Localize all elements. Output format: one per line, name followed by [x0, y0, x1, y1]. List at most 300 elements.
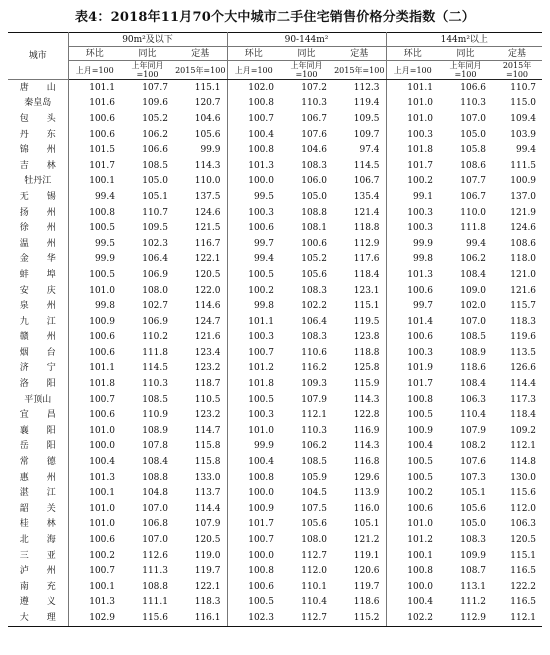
index-value-cell: 108.5: [460, 332, 487, 343]
city-name-cell: 蚌 埠: [8, 267, 68, 283]
index-value-cell: 108.2: [460, 441, 487, 452]
index-value-cell: 108.3: [301, 332, 327, 343]
table-row: [8, 111, 542, 127]
col-label-base: 定基: [492, 47, 542, 61]
index-value-cell: 121.6: [510, 285, 537, 296]
index-value-cell: 119.5: [333, 314, 386, 330]
base-label-mom: 上月=100: [68, 61, 121, 80]
table-row: [8, 407, 542, 423]
index-value-cell: 100.4: [89, 457, 115, 468]
index-value-cell: 100.2: [89, 550, 115, 561]
index-value-cell: 107.7: [460, 176, 487, 187]
city-name-cell: 丹 东: [8, 127, 68, 143]
base-label-base: 2015年=100: [492, 61, 542, 80]
index-value-cell: 108.4: [460, 269, 487, 280]
index-value-cell: 101.5: [89, 145, 115, 156]
index-value-cell: 100.2: [407, 488, 434, 499]
table-row: [8, 532, 542, 548]
index-value-cell: 116.8: [333, 454, 386, 470]
index-value-cell: 115.8: [174, 454, 227, 470]
index-value-cell: 110.1: [301, 581, 327, 592]
index-value-cell: 121.4: [333, 205, 386, 221]
col-label-mom: 环比: [386, 47, 439, 61]
index-value-cell: 114.3: [333, 392, 386, 408]
table-row: [8, 439, 542, 455]
index-value-cell: 107.9: [174, 517, 227, 533]
index-value-cell: 101.0: [407, 98, 434, 109]
index-value-cell: 97.4: [333, 142, 386, 158]
index-value-cell: 100.0: [248, 550, 274, 561]
index-value-cell: 113.5: [510, 347, 537, 358]
index-value-cell: 100.7: [248, 347, 274, 358]
index-value-cell: 101.4: [407, 316, 434, 327]
index-value-cell: 118.7: [174, 376, 227, 392]
index-value-cell: 116.5: [510, 566, 537, 577]
index-value-cell: 101.0: [89, 285, 115, 296]
index-value-cell: 111.1: [142, 597, 168, 608]
index-value-cell: 126.6: [510, 363, 537, 374]
index-value-cell: 107.5: [301, 503, 327, 514]
index-value-cell: 119.1: [333, 548, 386, 564]
index-value-cell: 102.9: [68, 610, 121, 626]
index-value-cell: 102.3: [142, 238, 168, 249]
index-value-cell: 100.5: [89, 269, 115, 280]
index-value-cell: 106.7: [333, 174, 386, 190]
index-value-cell: 99.9: [174, 142, 227, 158]
index-value-cell: 120.5: [174, 532, 227, 548]
table-row: [8, 501, 542, 517]
index-value-cell: 99.4: [94, 191, 115, 202]
index-value-cell: 100.1: [89, 176, 115, 187]
index-value-cell: 116.2: [301, 363, 327, 374]
index-value-cell: 105.0: [142, 176, 168, 187]
index-value-cell: 109.3: [301, 379, 327, 390]
index-value-cell: 100.3: [248, 207, 274, 218]
index-value-cell: 105.1: [460, 488, 487, 499]
index-value-cell: 125.8: [333, 361, 386, 377]
index-value-cell: 108.6: [510, 238, 537, 249]
index-value-cell: 121.6: [174, 330, 227, 346]
index-value-cell: 100.5: [248, 597, 274, 608]
index-value-cell: 100.8: [89, 207, 115, 218]
price-index-table: [8, 32, 542, 627]
col-label-mom: 环比: [68, 47, 121, 61]
index-value-cell: 105.0: [301, 191, 327, 202]
index-value-cell: 105.6: [460, 503, 487, 514]
index-value-cell: 107.6: [301, 129, 327, 140]
city-name-cell: 襄 阳: [8, 423, 68, 439]
index-value-cell: 107.2: [301, 82, 327, 93]
table-title: 表4：2018年11月70个大中城市二手住宅销售价格分类指数（二）: [74, 10, 475, 25]
city-name-cell: 济 宁: [8, 361, 68, 377]
table-row: [8, 174, 542, 190]
city-name-cell: 九 江: [8, 314, 68, 330]
index-value-cell: 114.7: [174, 423, 227, 439]
index-value-cell: 119.0: [174, 548, 227, 564]
index-value-cell: 100.5: [407, 472, 434, 483]
index-value-cell: 113.9: [333, 485, 386, 501]
index-value-cell: 99.9: [94, 254, 115, 265]
index-value-cell: 101.7: [407, 160, 434, 171]
group-header-small: 90m²及以下: [68, 33, 227, 47]
index-value-cell: 108.5: [142, 160, 168, 171]
index-value-cell: 118.3: [510, 316, 537, 327]
index-value-cell: 99.4: [515, 145, 537, 156]
index-value-cell: 100.9: [89, 316, 115, 327]
index-value-cell: 105.1: [142, 191, 168, 202]
index-value-cell: 114.3: [333, 439, 386, 455]
index-value-cell: 108.8: [301, 207, 327, 218]
index-value-cell: 109.0: [460, 285, 487, 296]
index-value-cell: 110.0: [174, 174, 227, 190]
index-value-cell: 115.8: [174, 439, 227, 455]
city-name-cell: 岳 阳: [8, 439, 68, 455]
index-value-cell: 108.5: [301, 457, 327, 468]
index-value-cell: 100.3: [248, 332, 274, 343]
index-value-cell: 108.8: [142, 581, 168, 592]
index-value-cell: 108.0: [142, 285, 168, 296]
table-row: [8, 80, 542, 96]
index-value-cell: 100.2: [407, 176, 434, 187]
index-value-cell: 100.3: [407, 207, 434, 218]
table-row: [8, 298, 542, 314]
index-value-cell: 107.0: [142, 535, 168, 546]
index-value-cell: 100.7: [89, 566, 115, 577]
index-value-cell: 122.0: [174, 283, 227, 299]
table-row: [8, 142, 542, 158]
city-name-cell: 无 锡: [8, 189, 68, 205]
col-label-yoy: 同比: [280, 47, 333, 61]
index-value-cell: 116.0: [333, 501, 386, 517]
index-value-cell: 101.1: [407, 82, 434, 93]
index-value-cell: 100.4: [248, 129, 274, 140]
index-value-cell: 108.3: [301, 160, 327, 171]
city-name-cell: 北 海: [8, 532, 68, 548]
index-value-cell: 100.7: [89, 394, 115, 405]
index-value-cell: 100.8: [407, 394, 434, 405]
city-name-cell: 扬 州: [8, 205, 68, 221]
base-label-yoy: 上年同月=100: [280, 61, 333, 80]
index-value-cell: 107.0: [460, 113, 487, 124]
index-value-cell: 105.0: [460, 519, 487, 530]
index-value-cell: 109.9: [460, 550, 487, 561]
index-value-cell: 100.6: [248, 581, 274, 592]
city-name-cell: 平顶山: [8, 392, 68, 408]
index-value-cell: 99.8: [94, 301, 115, 312]
index-value-cell: 113.1: [460, 581, 487, 592]
index-value-cell: 112.9: [439, 610, 492, 626]
index-value-cell: 99.9: [253, 441, 274, 452]
index-value-cell: 110.3: [301, 98, 327, 109]
index-value-cell: 116.7: [174, 236, 227, 252]
table-row: [8, 485, 542, 501]
index-value-cell: 101.1: [89, 363, 115, 374]
index-value-cell: 100.5: [89, 223, 115, 234]
index-value-cell: 100.2: [248, 285, 274, 296]
index-value-cell: 111.3: [142, 566, 168, 577]
col-label-yoy: 同比: [121, 47, 174, 61]
index-value-cell: 108.9: [460, 347, 487, 358]
index-value-cell: 105.2: [301, 254, 327, 265]
index-value-cell: 101.6: [89, 98, 115, 109]
index-value-cell: 120.6: [333, 563, 386, 579]
index-value-cell: 100.8: [248, 472, 274, 483]
index-value-cell: 105.6: [301, 269, 327, 280]
index-value-cell: 100.6: [407, 503, 434, 514]
index-value-cell: 106.2: [142, 129, 168, 140]
city-name-cell: 湛 江: [8, 485, 68, 501]
index-value-cell: 110.3: [301, 425, 327, 436]
index-value-cell: 101.0: [248, 425, 274, 436]
index-value-cell: 118.4: [510, 410, 537, 421]
index-value-cell: 112.0: [301, 566, 327, 577]
base-label-base: 2015年=100: [333, 61, 386, 80]
index-value-cell: 106.6: [460, 82, 487, 93]
index-value-cell: 100.3: [407, 223, 434, 234]
index-value-cell: 100.0: [89, 441, 115, 452]
index-value-cell: 101.8: [407, 145, 434, 156]
index-value-cell: 124.6: [510, 223, 537, 234]
city-name-cell: 锦 州: [8, 142, 68, 158]
index-value-cell: 109.2: [510, 425, 537, 436]
index-value-cell: 118.6: [333, 595, 386, 611]
index-value-cell: 105.2: [142, 113, 168, 124]
index-value-cell: 114.5: [142, 363, 168, 374]
index-value-cell: 101.2: [248, 363, 274, 374]
index-value-cell: 118.3: [174, 595, 227, 611]
city-name-cell: 泉 州: [8, 298, 68, 314]
index-value-cell: 109.5: [142, 223, 168, 234]
index-value-cell: 101.1: [89, 82, 115, 93]
table-row: [8, 314, 542, 330]
index-value-cell: 118.8: [333, 345, 386, 361]
index-value-cell: 100.6: [301, 238, 327, 249]
city-name-cell: 吉 林: [8, 158, 68, 174]
index-value-cell: 108.9: [142, 425, 168, 436]
index-value-cell: 106.3: [460, 394, 487, 405]
index-value-cell: 108.3: [301, 285, 327, 296]
index-value-cell: 119.6: [510, 332, 537, 343]
city-name-cell: 牡丹江: [8, 174, 68, 190]
index-value-cell: 105.1: [333, 517, 386, 533]
index-value-cell: 108.3: [460, 535, 487, 546]
index-value-cell: 100.4: [248, 457, 274, 468]
index-value-cell: 119.7: [174, 563, 227, 579]
index-value-cell: 100.1: [407, 550, 434, 561]
city-name-cell: 包 头: [8, 111, 68, 127]
index-value-cell: 108.4: [142, 457, 168, 468]
index-value-cell: 101.3: [248, 160, 274, 171]
index-value-cell: 112.0: [510, 503, 537, 514]
index-value-cell: 106.6: [142, 145, 168, 156]
base-label-base: 2015年=100: [174, 61, 227, 80]
index-value-cell: 107.8: [142, 441, 168, 452]
index-value-cell: 104.5: [301, 488, 327, 499]
index-value-cell: 123.4: [174, 345, 227, 361]
index-value-cell: 111.2: [460, 597, 487, 608]
group-header-medium: 90-144m²: [227, 33, 386, 47]
index-value-cell: 100.4: [407, 441, 434, 452]
index-value-cell: 117.6: [333, 252, 386, 268]
index-value-cell: 100.7: [248, 535, 274, 546]
index-value-cell: 106.4: [301, 316, 327, 327]
city-name-cell: 洛 阳: [8, 376, 68, 392]
index-value-cell: 112.7: [280, 610, 333, 626]
index-value-cell: 104.6: [174, 111, 227, 127]
index-value-cell: 109.6: [142, 98, 168, 109]
index-value-cell: 100.6: [407, 285, 434, 296]
index-value-cell: 122.8: [333, 407, 386, 423]
table-row: [8, 548, 542, 564]
col-label-base: 定基: [333, 47, 386, 61]
index-value-cell: 100.0: [407, 581, 434, 592]
index-value-cell: 100.6: [89, 332, 115, 343]
index-value-cell: 101.3: [407, 269, 434, 280]
index-value-cell: 100.6: [248, 223, 274, 234]
index-value-cell: 101.9: [407, 363, 434, 374]
index-value-cell: 110.7: [510, 82, 537, 93]
index-value-cell: 108.7: [460, 566, 487, 577]
index-value-cell: 101.7: [89, 160, 115, 171]
index-value-cell: 102.2: [301, 301, 327, 312]
index-value-cell: 100.1: [89, 581, 115, 592]
index-value-cell: 116.5: [510, 597, 537, 608]
index-value-cell: 100.8: [407, 566, 434, 577]
index-value-cell: 121.2: [333, 532, 386, 548]
index-value-cell: 104.6: [301, 145, 327, 156]
table-row: [8, 345, 542, 361]
index-value-cell: 137.5: [174, 189, 227, 205]
index-value-cell: 100.3: [248, 410, 274, 421]
index-value-cell: 107.9: [460, 425, 487, 436]
table-row: [8, 252, 542, 268]
index-value-cell: 114.4: [510, 379, 537, 390]
index-value-cell: 106.9: [142, 316, 168, 327]
index-value-cell: 101.8: [248, 379, 274, 390]
index-value-cell: 99.7: [412, 301, 434, 312]
index-value-cell: 114.5: [333, 158, 386, 174]
index-value-cell: 112.9: [333, 236, 386, 252]
table-row: [8, 283, 542, 299]
index-value-cell: 110.5: [174, 392, 227, 408]
city-name-cell: 秦皇岛: [8, 96, 68, 112]
index-value-cell: 101.0: [407, 113, 434, 124]
table-row: [8, 158, 542, 174]
index-value-cell: 108.1: [301, 223, 327, 234]
index-value-cell: 100.0: [248, 488, 274, 499]
table-row: [8, 392, 542, 408]
index-value-cell: 100.6: [89, 347, 115, 358]
index-value-cell: 106.2: [460, 254, 487, 265]
index-value-cell: 106.9: [142, 269, 168, 280]
index-value-cell: 115.1: [510, 550, 537, 561]
index-value-cell: 115.7: [510, 301, 537, 312]
index-value-cell: 119.4: [333, 96, 386, 112]
index-value-cell: 100.6: [89, 129, 115, 140]
index-value-cell: 107.9: [301, 394, 327, 405]
index-value-cell: 101.1: [248, 316, 274, 327]
index-value-cell: 115.6: [121, 610, 174, 626]
index-value-cell: 100.5: [248, 269, 274, 280]
index-value-cell: 99.1: [412, 191, 434, 202]
table-row: [8, 470, 542, 486]
index-value-cell: 108.4: [460, 379, 487, 390]
index-value-cell: 100.6: [89, 113, 115, 124]
index-value-cell: 101.3: [89, 472, 115, 483]
index-value-cell: 111.8: [460, 223, 487, 234]
city-name-cell: 遵 义: [8, 595, 68, 611]
index-value-cell: 111.5: [510, 160, 537, 171]
index-value-cell: 107.7: [142, 82, 168, 93]
index-value-cell: 121.9: [510, 207, 537, 218]
index-value-cell: 115.2: [333, 610, 386, 626]
index-value-cell: 108.0: [301, 535, 327, 546]
index-value-cell: 99.4: [465, 238, 487, 249]
city-name-cell: 泸 州: [8, 563, 68, 579]
index-value-cell: 110.4: [301, 597, 327, 608]
city-name-cell: 唐 山: [8, 80, 68, 96]
index-value-cell: 99.9: [412, 238, 434, 249]
table-row: [8, 96, 542, 112]
table-row: [8, 330, 542, 346]
index-value-cell: 114.4: [174, 501, 227, 517]
index-value-cell: 106.7: [301, 113, 327, 124]
index-value-cell: 103.9: [510, 129, 537, 140]
table-row: [8, 579, 542, 595]
index-value-cell: 112.7: [301, 550, 327, 561]
city-column-header: 城市: [8, 33, 68, 80]
index-value-cell: 100.5: [248, 394, 274, 405]
table-row: [8, 236, 542, 252]
index-value-cell: 100.9: [407, 425, 434, 436]
col-label-yoy: 同比: [439, 47, 492, 61]
table-row: [8, 563, 542, 579]
index-value-cell: 110.9: [142, 410, 168, 421]
table-row: [8, 517, 542, 533]
col-label-mom: 环比: [227, 47, 280, 61]
index-value-cell: 115.9: [333, 376, 386, 392]
city-name-cell: 大 理: [8, 610, 68, 626]
city-name-cell: 金 华: [8, 252, 68, 268]
group-header-large: 144m²以上: [386, 33, 542, 47]
index-value-cell: 115.1: [333, 298, 386, 314]
index-value-cell: 105.8: [460, 145, 487, 156]
city-name-cell: 桂 林: [8, 517, 68, 533]
index-value-cell: 99.5: [253, 191, 274, 202]
index-value-cell: 107.3: [460, 472, 487, 483]
index-value-cell: 105.9: [301, 472, 327, 483]
index-value-cell: 100.8: [248, 98, 274, 109]
index-value-cell: 100.9: [248, 503, 274, 514]
index-value-cell: 122.1: [174, 252, 227, 268]
table-row: [8, 127, 542, 143]
index-value-cell: 107.0: [142, 503, 168, 514]
index-value-cell: 107.0: [460, 316, 487, 327]
index-value-cell: 110.0: [460, 207, 487, 218]
index-value-cell: 119.7: [333, 579, 386, 595]
index-value-cell: 123.2: [174, 407, 227, 423]
index-value-cell: 118.0: [510, 254, 537, 265]
table-row: [8, 189, 542, 205]
index-value-cell: 105.6: [174, 127, 227, 143]
index-value-cell: 111.8: [142, 347, 168, 358]
index-value-cell: 118.8: [333, 220, 386, 236]
table-row: [8, 361, 542, 377]
index-value-cell: 100.0: [248, 176, 274, 187]
index-value-cell: 112.1: [301, 410, 327, 421]
index-value-cell: 109.7: [333, 127, 386, 143]
index-value-cell: 118.4: [333, 267, 386, 283]
